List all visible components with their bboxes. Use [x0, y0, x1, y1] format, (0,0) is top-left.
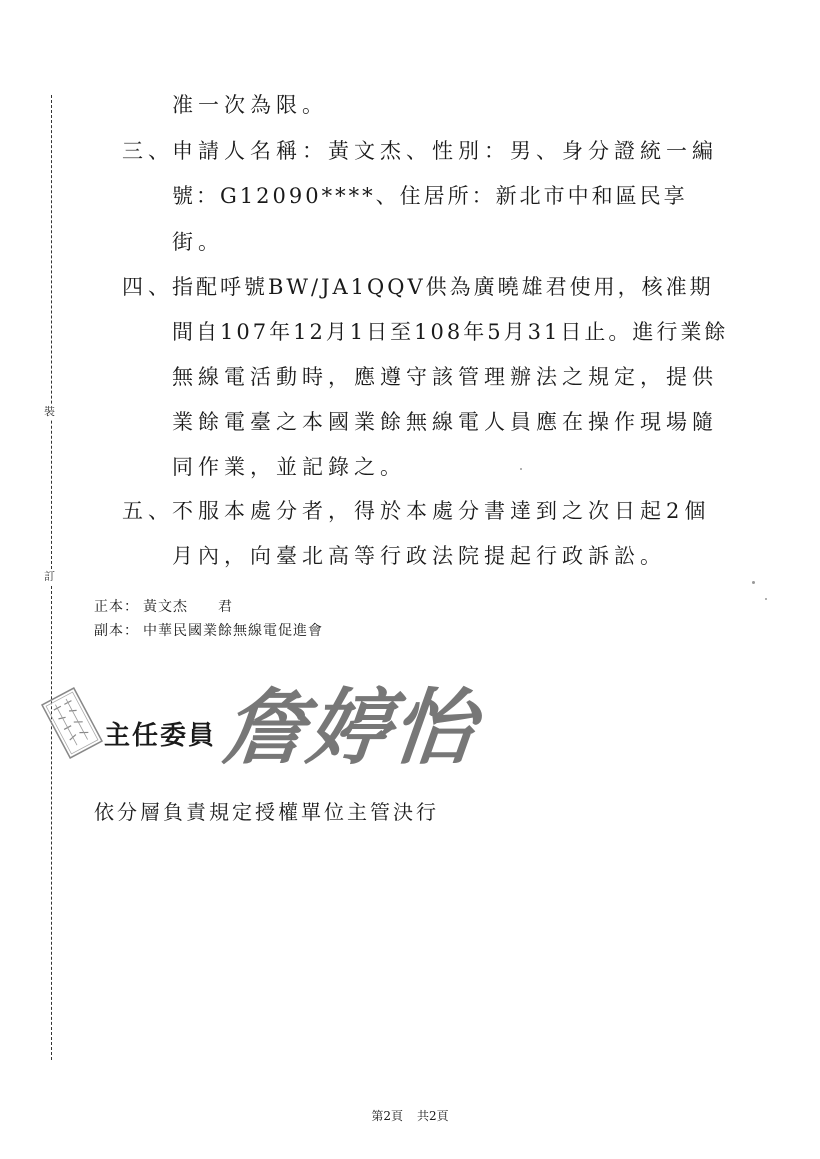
delegation-note: 依分層負責規定授權單位主管決行: [94, 800, 439, 824]
scan-speck: [520, 468, 522, 470]
item-5-line-2: 月內，向臺北高等行政法院提起行政訴訟。: [172, 544, 666, 568]
item-5-line-1: 不服本處分者，得於本處分書達到之次日起2個: [172, 499, 711, 523]
item-5-number: 五、: [122, 499, 174, 523]
item-4-line-1: 指配呼號BW/JA1QQV供為廣曉雄君使用，核准期: [172, 275, 714, 299]
scan-speck: [765, 598, 767, 600]
page-number: 第2頁: [371, 1109, 403, 1123]
item-4-line-2: 間自107年12月1日至108年5月31日止。進行業餘: [172, 320, 729, 344]
original-suffix: 君: [218, 599, 233, 615]
item-4-line-5: 同作業，並記錄之。: [172, 455, 406, 479]
original-recipient: [94, 598, 233, 616]
original-label: 正本：: [94, 599, 139, 615]
item-4-line-3: 無線電活動時，應遵守該管理辦法之規定，提供: [172, 365, 718, 389]
item-4-line-4: 業餘電臺之本國業餘無線電人員應在操作現場隨: [172, 410, 718, 434]
copy-name: 中華民國業餘無線電促進會: [143, 623, 323, 639]
official-title: 主任委員: [104, 721, 217, 751]
page-footer: [0, 1108, 820, 1124]
item-3-number: 三、: [122, 139, 174, 163]
original-name: 黃文杰: [143, 599, 188, 615]
item-3-line-2: 號：G12090****、住居所：新北市中和區民享: [172, 184, 688, 208]
page-total: 共2頁: [417, 1109, 449, 1123]
official-seal-stamp: [40, 685, 104, 761]
copy-label: 副本：: [94, 623, 139, 639]
scan-speck: [752, 581, 755, 584]
copy-recipient: [94, 622, 323, 640]
signature-name: 詹婷怡: [218, 680, 482, 776]
binding-mark-bottom: 訂: [44, 570, 55, 583]
body-continuation-line: 准一次為限。: [172, 93, 328, 117]
binding-mark-top: 裝: [44, 405, 55, 418]
item-3-line-3: 街。: [172, 230, 224, 254]
item-4-number: 四、: [122, 275, 174, 299]
item-3-line-1: 申請人名稱：黃文杰、性別：男、身分證統一編: [172, 139, 718, 163]
